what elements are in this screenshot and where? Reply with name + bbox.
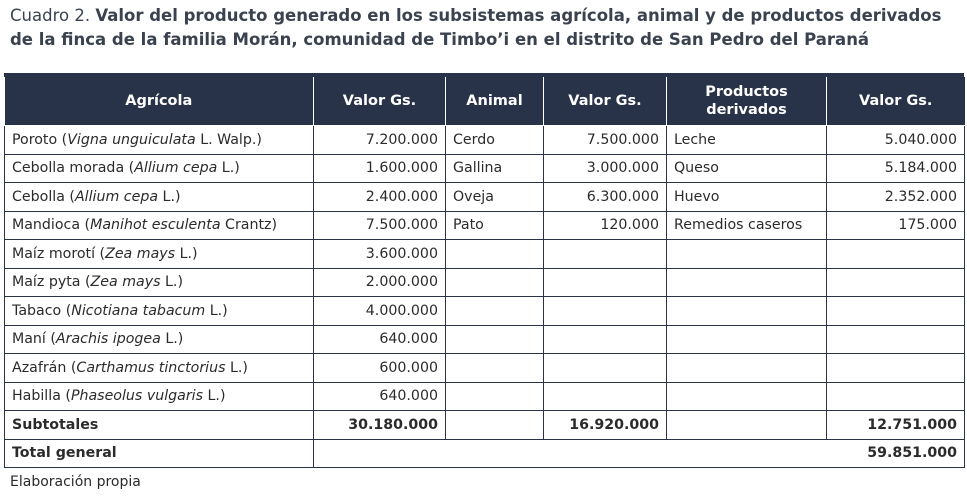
animal-value: 6.300.000: [544, 183, 667, 212]
derived-product-name: [667, 325, 827, 354]
crop-common-name: Mandioca (: [12, 217, 91, 234]
derived-product-value: 5.040.000: [827, 126, 965, 155]
crop-common-name: Cebolla morada (: [12, 160, 135, 177]
crop-name: [5, 154, 314, 183]
crop-value: 640.000: [314, 325, 446, 354]
derived-product-value: [827, 382, 965, 411]
table-row: [5, 325, 965, 354]
caption-title: Valor del producto generado en los subsistemas agrícola, animal y de productos derivados de la finca de la familia Morán, comunidad de Timbo’i en el distrito de San Pedro del Paraná: [10, 6, 942, 49]
crop-value: 2.000.000: [314, 268, 446, 297]
crop-name: [5, 354, 314, 383]
subtotal-label: Subtotales: [5, 411, 314, 440]
crop-authority: L.): [217, 160, 240, 177]
header-valor-derivados: Valor Gs.: [827, 77, 965, 126]
table-row: [5, 354, 965, 383]
animal-name: [446, 240, 544, 269]
animal-name: [446, 297, 544, 326]
crop-common-name: Maíz pyta (: [12, 274, 91, 291]
animal-name: [446, 382, 544, 411]
crop-value: 4.000.000: [314, 297, 446, 326]
derived-product-name: [667, 268, 827, 297]
header-row: [5, 77, 965, 126]
animal-value: 7.500.000: [544, 126, 667, 155]
crop-value: 1.600.000: [314, 154, 446, 183]
crop-scientific-name: Manihot esculenta: [90, 217, 221, 234]
table-row: [5, 268, 965, 297]
animal-name: [446, 325, 544, 354]
derived-product-name: [667, 354, 827, 383]
derived-product-value: [827, 268, 965, 297]
crop-scientific-name: Vigna unguiculata: [67, 131, 196, 148]
crop-authority: L.): [160, 331, 184, 348]
derived-product-value: 5.184.000: [827, 154, 965, 183]
value-table: [4, 77, 965, 468]
animal-name: Oveja: [446, 183, 544, 212]
header-valor-animal: Valor Gs.: [544, 77, 667, 126]
header-valor-agricola: Valor Gs.: [314, 77, 446, 126]
animal-value: [544, 382, 667, 411]
animal-name: [446, 268, 544, 297]
subtotal-agricola: 30.180.000: [314, 411, 446, 440]
crop-common-name: Cebolla (: [12, 188, 75, 205]
table-row: [5, 240, 965, 269]
derived-product-value: [827, 297, 965, 326]
crop-common-name: Habilla (: [12, 388, 71, 405]
crop-common-name: Maíz morotí (: [12, 245, 106, 262]
crop-common-name: Maní (: [12, 331, 56, 348]
animal-name: [446, 354, 544, 383]
crop-value: 7.200.000: [314, 126, 446, 155]
derived-product-name: [667, 297, 827, 326]
animal-value: 120.000: [544, 211, 667, 240]
animal-value: [544, 354, 667, 383]
animal-name: Cerdo: [446, 126, 544, 155]
subtotal-animal: 16.920.000: [544, 411, 667, 440]
header-agricola: Agrícola: [5, 77, 314, 126]
crop-scientific-name: Phaseolus vulgaris: [70, 388, 204, 405]
crop-authority: L.): [160, 274, 183, 291]
table-row: [5, 154, 965, 183]
crop-name: [5, 183, 314, 212]
total-row: [5, 439, 965, 468]
crop-authority: L.): [205, 302, 228, 319]
crop-authority: Crantz): [220, 217, 278, 234]
derived-product-value: 2.352.000: [827, 183, 965, 212]
crop-name: [5, 126, 314, 155]
crop-authority: L.): [203, 388, 226, 405]
crop-name: [5, 297, 314, 326]
crop-scientific-name: Allium cepa: [134, 160, 218, 177]
animal-name: Gallina: [446, 154, 544, 183]
crop-value: 2.400.000: [314, 183, 446, 212]
table-row: [5, 211, 965, 240]
animal-value: [544, 297, 667, 326]
crop-common-name: Azafrán (: [12, 359, 77, 376]
derived-product-name: [667, 382, 827, 411]
crop-common-name: Poroto (: [12, 131, 68, 148]
derived-product-value: [827, 240, 965, 269]
crop-scientific-name: Zea mays: [105, 245, 176, 262]
source-note: Elaboración propia: [10, 474, 141, 490]
animal-value: [544, 240, 667, 269]
crop-value: 600.000: [314, 354, 446, 383]
table-row: [5, 382, 965, 411]
crop-authority: L. Walp.): [195, 131, 262, 148]
crop-scientific-name: Carthamus tinctorius: [76, 359, 226, 376]
crop-scientific-name: Nicotiana tabacum: [71, 302, 206, 319]
table-caption: [10, 4, 960, 52]
crop-name: [5, 325, 314, 354]
crop-authority: L.): [225, 359, 248, 376]
table-row: [5, 297, 965, 326]
crop-common-name: Tabaco (: [12, 302, 72, 319]
table-row: [5, 126, 965, 155]
derived-product-value: [827, 354, 965, 383]
derived-product-name: Remedios caseros: [667, 211, 827, 240]
derived-product-value: [827, 325, 965, 354]
subtotal-derivados: 12.751.000: [827, 411, 965, 440]
crop-name: [5, 382, 314, 411]
table-row: [5, 183, 965, 212]
header-animal: Animal: [446, 77, 544, 126]
animal-value: [544, 268, 667, 297]
crop-value: 3.600.000: [314, 240, 446, 269]
crop-value: 640.000: [314, 382, 446, 411]
animal-name: Pato: [446, 211, 544, 240]
derived-product-name: [667, 240, 827, 269]
total-label: Total general: [5, 439, 314, 468]
caption-label: Cuadro 2.: [10, 6, 91, 25]
crop-scientific-name: Arachis ipogea: [55, 331, 161, 348]
derived-product-value: 175.000: [827, 211, 965, 240]
derived-product-name: Queso: [667, 154, 827, 183]
derived-product-name: Huevo: [667, 183, 827, 212]
subtotal-row: [5, 411, 965, 440]
crop-authority: L.): [158, 188, 181, 205]
crop-value: 7.500.000: [314, 211, 446, 240]
header-productos-derivados: Productos derivados: [667, 77, 827, 126]
crop-scientific-name: Allium cepa: [74, 188, 159, 205]
crop-scientific-name: Zea mays: [90, 274, 161, 291]
animal-value: [544, 325, 667, 354]
crop-name: [5, 268, 314, 297]
total-value: 59.851.000: [314, 439, 965, 468]
animal-value: 3.000.000: [544, 154, 667, 183]
derived-product-name: Leche: [667, 126, 827, 155]
crop-authority: L.): [175, 245, 198, 262]
crop-name: [5, 211, 314, 240]
crop-name: [5, 240, 314, 269]
